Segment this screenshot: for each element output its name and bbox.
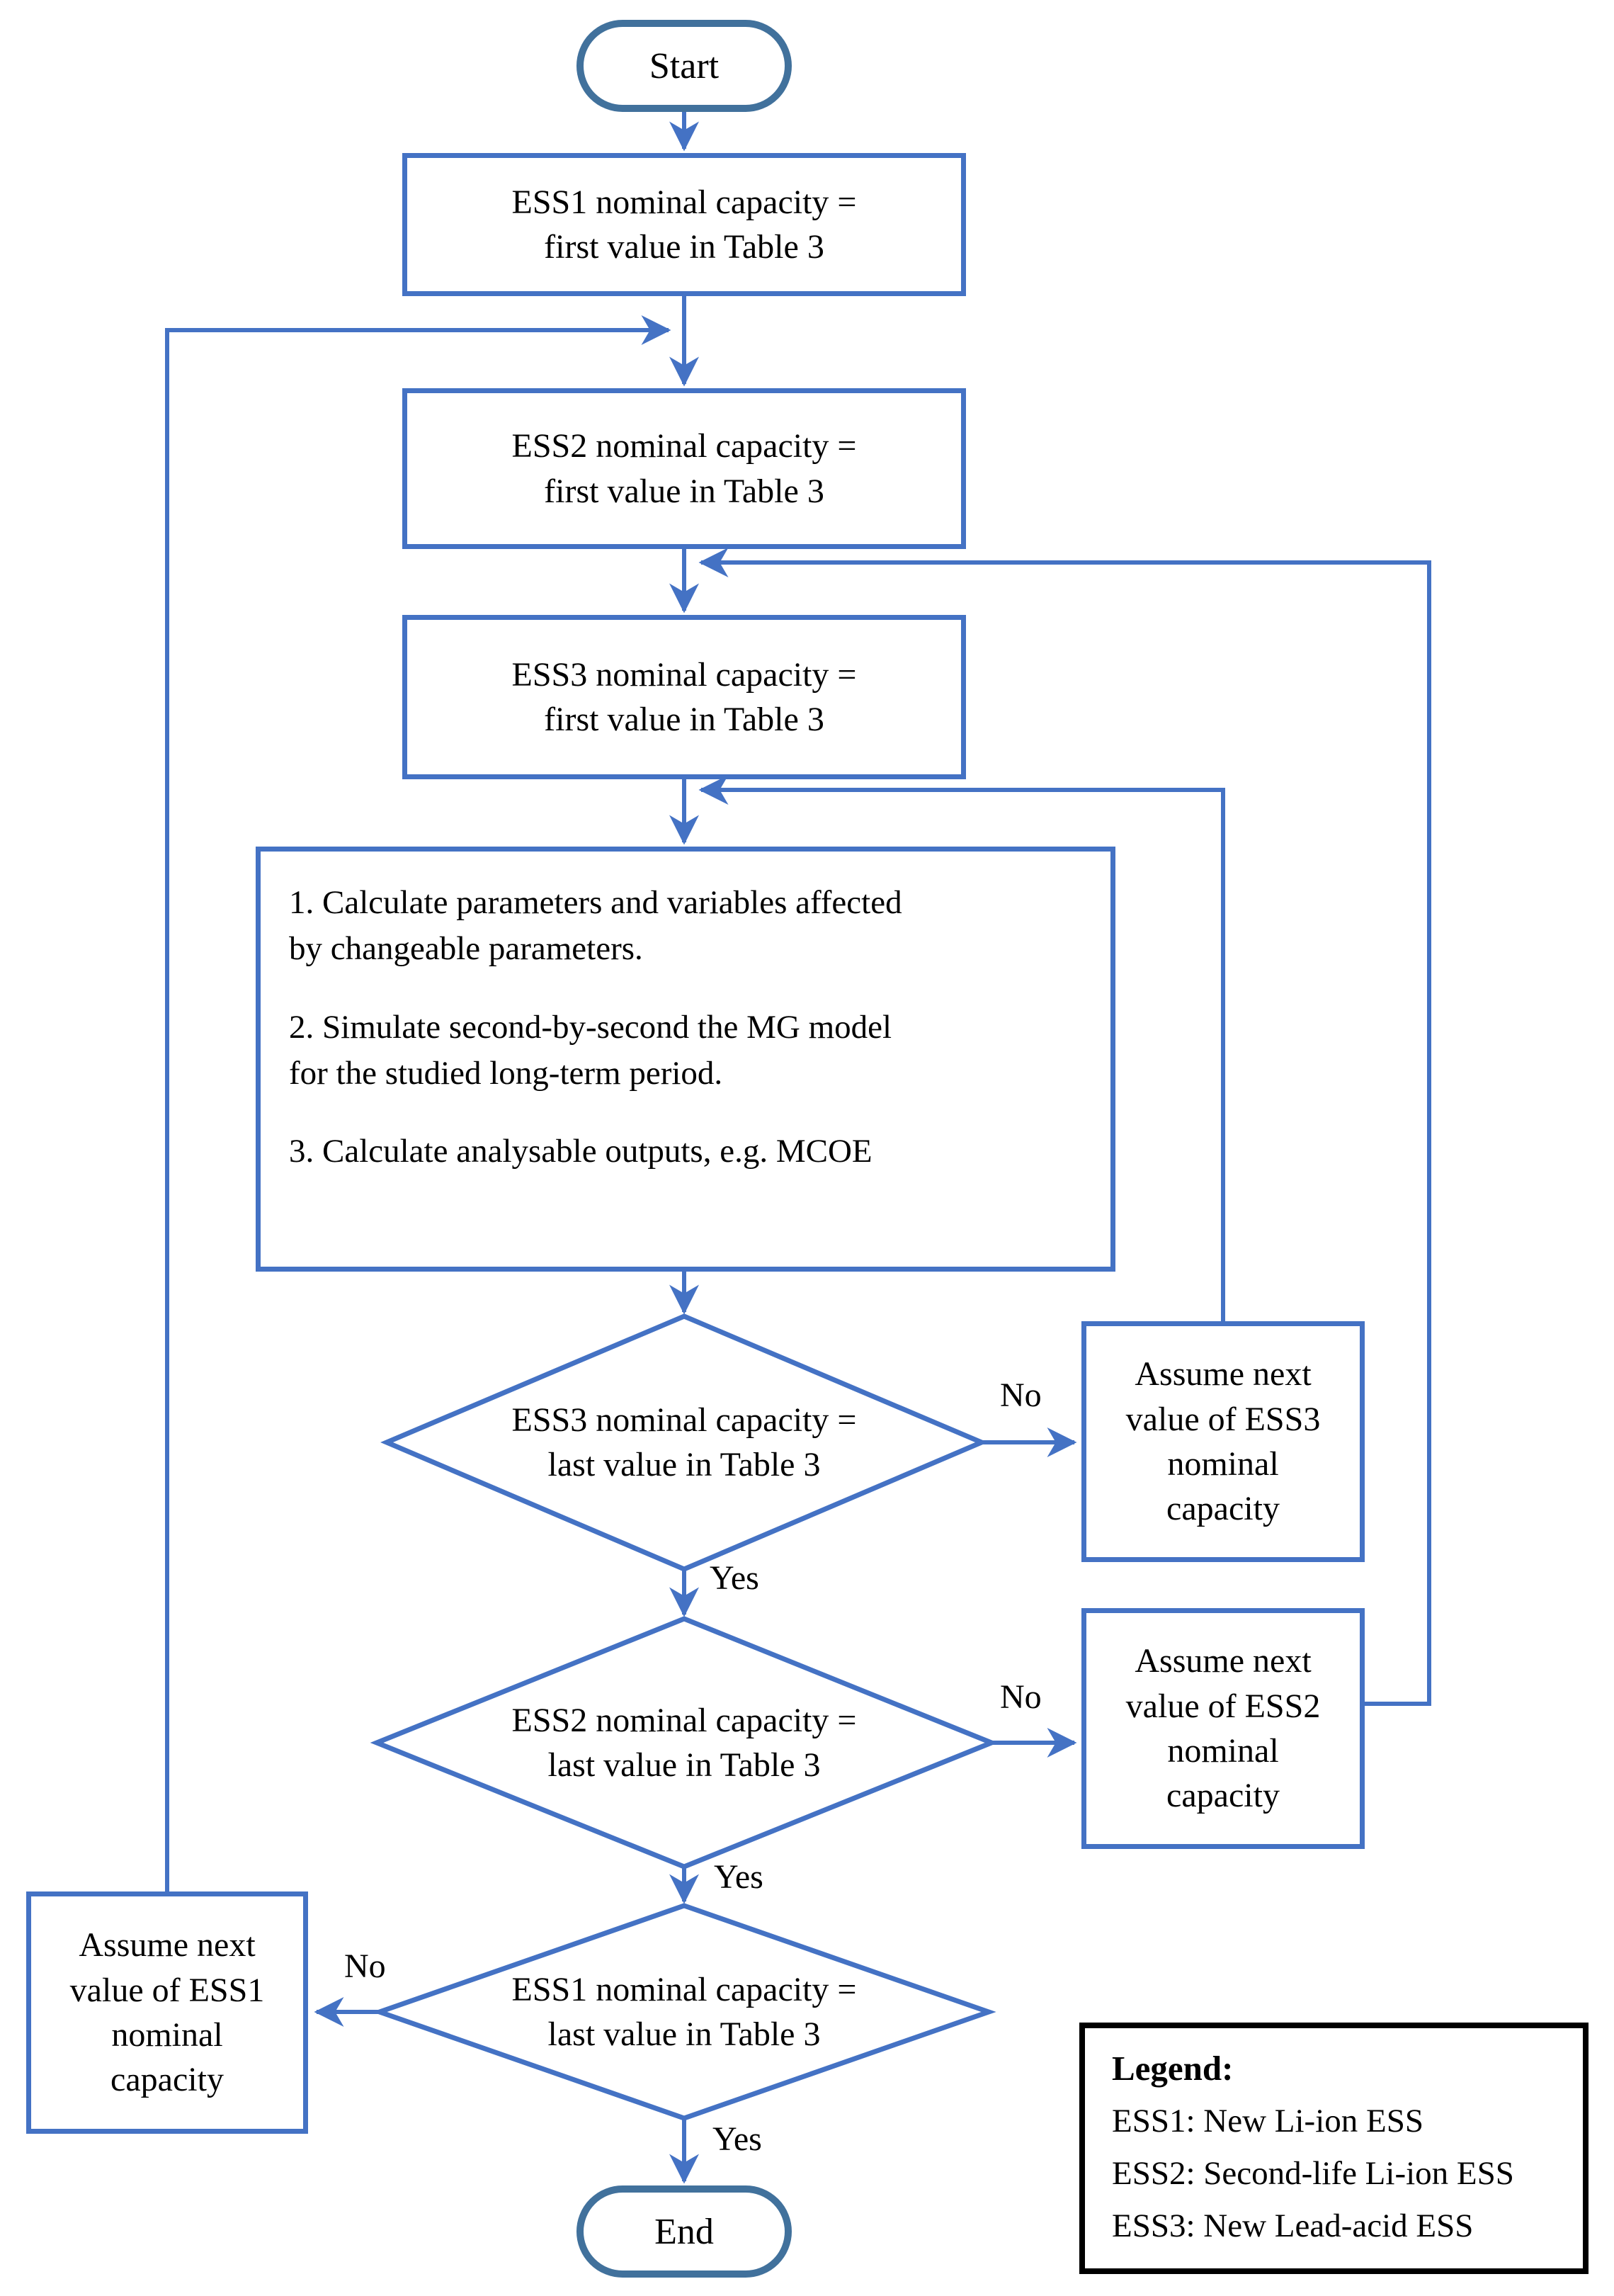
- process-step-3-line1: 3. Calculate analysable outputs, e.g. MCOE: [289, 1133, 873, 1170]
- init-ess1-line2: first value in Table 3: [544, 228, 824, 266]
- init-ess1-box: [402, 153, 966, 296]
- start-label: Start: [649, 45, 720, 86]
- init-ess2-box: [402, 388, 966, 549]
- edge-label-ess1-yes: Yes: [712, 2120, 762, 2158]
- init-ess3-line1: ESS3 nominal capacity =: [511, 655, 857, 694]
- assume-ess1-line3: nominal: [111, 2016, 223, 2054]
- init-ess2-line1: ESS2 nominal capacity =: [511, 427, 857, 465]
- end-terminator: [576, 2185, 792, 2278]
- legend-title: Legend:: [1112, 2049, 1234, 2088]
- edge-label-ess3-yes: Yes: [710, 1559, 759, 1597]
- init-ess3-box: [402, 615, 966, 779]
- decision-ess1-line1: ESS1 nominal capacity =: [511, 1970, 857, 2008]
- assume-ess2-line3: nominal: [1167, 1732, 1279, 1770]
- decision-ess1-diamond: [380, 1906, 989, 2118]
- assume-ess3-line4: capacity: [1166, 1490, 1280, 1528]
- legend-item-ess1: ESS1: New Li-ion ESS: [1112, 2103, 1424, 2139]
- assume-ess3-line3: nominal: [1167, 1445, 1279, 1483]
- legend-box: [1079, 2023, 1589, 2274]
- process-step-1: [289, 880, 1047, 972]
- init-ess3-line2: first value in Table 3: [544, 701, 824, 738]
- assume-ess3-line2: value of ESS3: [1125, 1400, 1321, 1438]
- decision-ess2-line2: last value in Table 3: [547, 1746, 821, 1784]
- process-step-1-line2: by changeable parameters.: [289, 929, 643, 967]
- edge-label-ess3-no: No: [1000, 1376, 1042, 1414]
- assume-ess3-line1: Assume next: [1135, 1355, 1312, 1393]
- simulation-process-box: [256, 847, 1115, 1272]
- legend-item-ess2: ESS2: Second-life Li-ion ESS: [1112, 2155, 1514, 2192]
- assume-ess3-box: [1081, 1321, 1365, 1562]
- process-step-3: [289, 1129, 1047, 1175]
- assume-ess2-line1: Assume next: [1135, 1642, 1312, 1680]
- assume-ess1-line2: value of ESS1: [69, 1971, 265, 2009]
- assume-ess1-box: [26, 1891, 308, 2134]
- edge-label-ess2-yes: Yes: [714, 1858, 763, 1896]
- decision-ess3-line2: last value in Table 3: [547, 1446, 821, 1483]
- end-label: End: [654, 2211, 714, 2252]
- decision-ess2-diamond: [377, 1619, 991, 1867]
- decision-ess1-line2: last value in Table 3: [547, 2015, 821, 2053]
- decision-ess3-diamond: [387, 1316, 982, 1569]
- init-ess2-line2: first value in Table 3: [544, 472, 824, 510]
- assume-ess2-box: [1081, 1608, 1365, 1849]
- process-step-2: [289, 1005, 1047, 1097]
- process-step-2-line2: for the studied long-term period.: [289, 1054, 723, 1092]
- start-terminator: [576, 20, 792, 112]
- edge-label-ess2-no: No: [1000, 1678, 1042, 1716]
- legend-item-ess3: ESS3: New Lead-acid ESS: [1112, 2207, 1474, 2244]
- assume-ess1-line1: Assume next: [79, 1926, 256, 1964]
- assume-ess1-line4: capacity: [110, 2061, 224, 2099]
- edge-label-ess1-no: No: [344, 1947, 386, 1985]
- assume-ess2-line2: value of ESS2: [1125, 1687, 1321, 1725]
- process-step-1-line1: 1. Calculate parameters and variables affected: [289, 884, 902, 921]
- assume-ess2-line4: capacity: [1166, 1777, 1280, 1815]
- init-ess1-line1: ESS1 nominal capacity =: [511, 183, 857, 221]
- decision-ess2-line1: ESS2 nominal capacity =: [511, 1701, 857, 1739]
- process-step-2-line1: 2. Simulate second-by-second the MG model: [289, 1008, 892, 1046]
- decision-ess3-line1: ESS3 nominal capacity =: [511, 1401, 857, 1439]
